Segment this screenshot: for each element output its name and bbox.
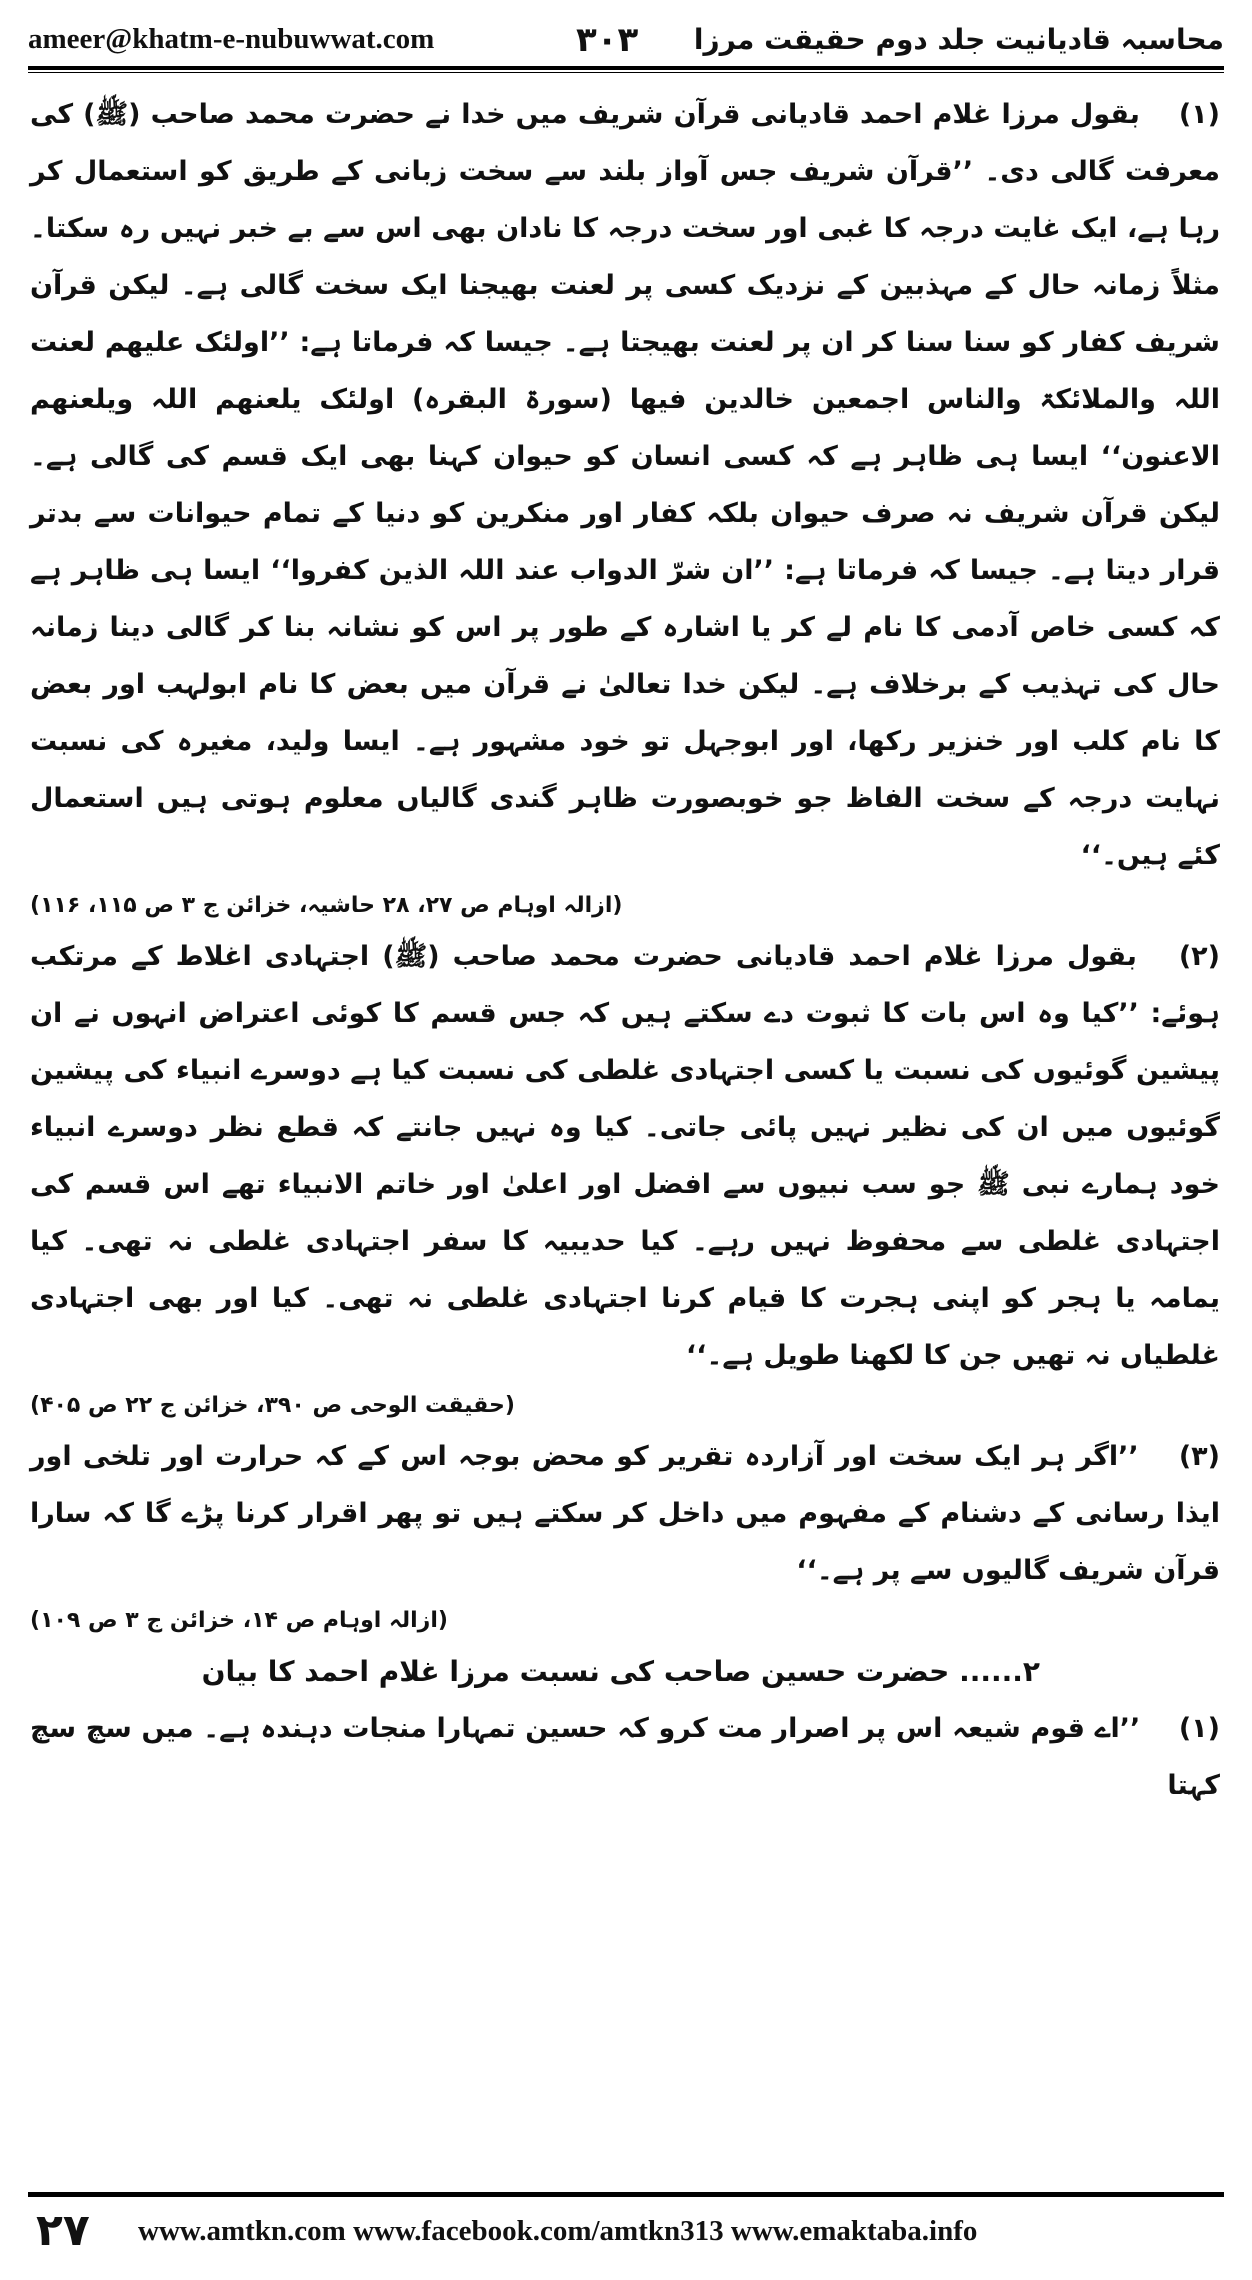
paragraph-number: (۲) (1178, 941, 1220, 972)
paragraph-text: ’’اے قوم شیعہ اس پر اصرار مت کرو کہ حسین تمہارا منجات دہندہ ہے۔ میں سچ سچ کہتا (30, 1713, 1220, 1801)
paragraph-text: ’’اگر ہر ایک سخت اور آزاردہ تقریر کو محض بوجہ اس کے کہ حرارت اور تلخی اور ایذا رسانی کے دشنام کے مفہوم میں داخل کر سکتے ہیں تو پھر اقرار کرنا پڑے گا کہ سارا قرآن شریف گالیوں سے پر ہے۔‘‘ (30, 1441, 1220, 1586)
section-number: ۲...... (959, 1655, 1040, 1688)
header-page-number: ۳۰۳ (576, 20, 639, 60)
section-heading (30, 1643, 1220, 1700)
page-footer (28, 2192, 1224, 2267)
header-email: ameer@khatm-e-nubuwwat.com (28, 23, 435, 55)
footer-page-number: ۲۷ (36, 2205, 90, 2256)
header-title: محاسبہ قادیانیت جلد دوم حقیقت مرزا (693, 23, 1224, 56)
paragraph-2 (30, 928, 1220, 1428)
reference: (ازالہ اوہام ص ۲۷، ۲۸ حاشیہ، خزائن ج ۳ ص ۱۱۵، ۱۱۶) (30, 893, 623, 918)
header-rule (28, 66, 1224, 70)
paragraph-number: (۱) (1178, 99, 1220, 130)
paragraph-1 (30, 86, 1220, 928)
paragraph-text: بقول مرزا غلام احمد قادیانی حضرت محمد صاحب (ﷺ) اجتہادی اغلاط کے مرتکب ہوئے: ’’کیا وہ اس بات کا ثبوت دے سکتے ہیں کہ جس قسم کا کوئی اعتراض انہوں نے ان پیشین گوئیوں کی نسبت یا کسی اجتہادی غلطی کی نسبت کیا ہے دوسرے انبیاء کی پیشین گوئیوں میں ان کی نظیر نہیں پائی جاتی۔ کیا وہ نہیں جانتے کہ قطع نظر دوسرے انبیاء خود ہمارے نبی ﷺ جو سب نبیوں سے افضل اور اعلیٰ اور خاتم الانبیاء تھے اس قسم کی اجتہادی غلطی سے محفوظ نہیں رہے۔ کیا حدیبیہ کا سفر اجتہادی غلطی نہ تھی۔ کیا یمامہ یا ہجر کو اپنی ہجرت کا قیام کرنا اجتہادی غلطی نہ تھی۔ کیا اور بھی اجتہادی غلطیاں نہ تھیں جن کا لکھنا طویل ہے۔‘‘ (30, 941, 1220, 1371)
page-header (28, 14, 1224, 60)
paragraph-number: (۱) (1178, 1713, 1220, 1744)
page-body (30, 86, 1220, 2148)
reference: (حقیقت الوحی ص ۳۹۰، خزائن ج ۲۲ ص ۴۰۵) (30, 1393, 515, 1418)
paragraph-3 (30, 1428, 1220, 1643)
section-title: حضرت حسین صاحب کی نسبت مرزا غلام احمد کا بیان (201, 1655, 950, 1688)
paragraph-number: (۳) (1178, 1441, 1220, 1472)
footer-links: www.amtkn.com www.facebook.com/amtkn313 www.emaktaba.info (138, 2215, 978, 2247)
header-rule-thin (28, 72, 1224, 73)
reference: (ازالہ اوہام ص ۱۴، خزائن ج ۳ ص ۱۰۹) (30, 1608, 448, 1633)
paragraph-4 (30, 1700, 1220, 1814)
paragraph-text: بقول مرزا غلام احمد قادیانی قرآن شریف میں خدا نے حضرت محمد صاحب (ﷺ) کی معرفت گالی دی۔ ’’قرآن شریف جس آواز بلند سے سخت زبانی کے طریق کو استعمال کر رہا ہے، ایک غایت درجہ کا غبی اور سخت درجہ کا نادان بھی اس سے بے خبر نہیں رہ سکتا۔ مثلاً زمانہ حال کے مہذبین کے نزدیک کسی پر لعنت بھیجنا ایک سخت گالی ہے۔ لیکن قرآن شریف کفار کو سنا سنا کر ان پر لعنت بھیجتا ہے۔ جیسا کہ فرماتا ہے: ’’اولئک علیھم لعنت اللہ والملائکۃ والناس اجمعین خالدین فیھا (سورۃ البقرہ) اولئک یلعنھم اللہ ویلعنھم الاعنون‘‘ ایسا ہی ظاہر ہے کہ کسی انسان کو حیوان کہنا بھی ایک قسم کی گالی ہے۔ لیکن قرآن شریف نہ صرف حیوان بلکہ کفار اور منکرین کو دنیا کے تمام حیوانات سے بدتر قرار دیتا ہے۔ جیسا کہ فرماتا ہے: ’’ان شرّ الدواب عند اللہ الذین کفروا‘‘ ایسا ہی ظاہر ہے کہ کسی خاص آدمی کا نام لے کر یا اشارہ کے طور پر اس کو نشانہ بنا کر گالی دینا زمانہ حال کی تہذیب کے برخلاف ہے۔ لیکن خدا تعالیٰ نے قرآن میں بعض کا نام ابولہب اور بعض کا نام کلب اور خنزیر رکھا، اور ابوجہل تو خود مشہور ہے۔ ایسا ولید، مغیرہ کی نسبت نہایت درجہ کے سخت الفاظ جو خوبصورت ظاہر گندی گالیاں معلوم ہوتی ہیں استعمال کئے ہیں۔‘‘ (30, 99, 1220, 871)
